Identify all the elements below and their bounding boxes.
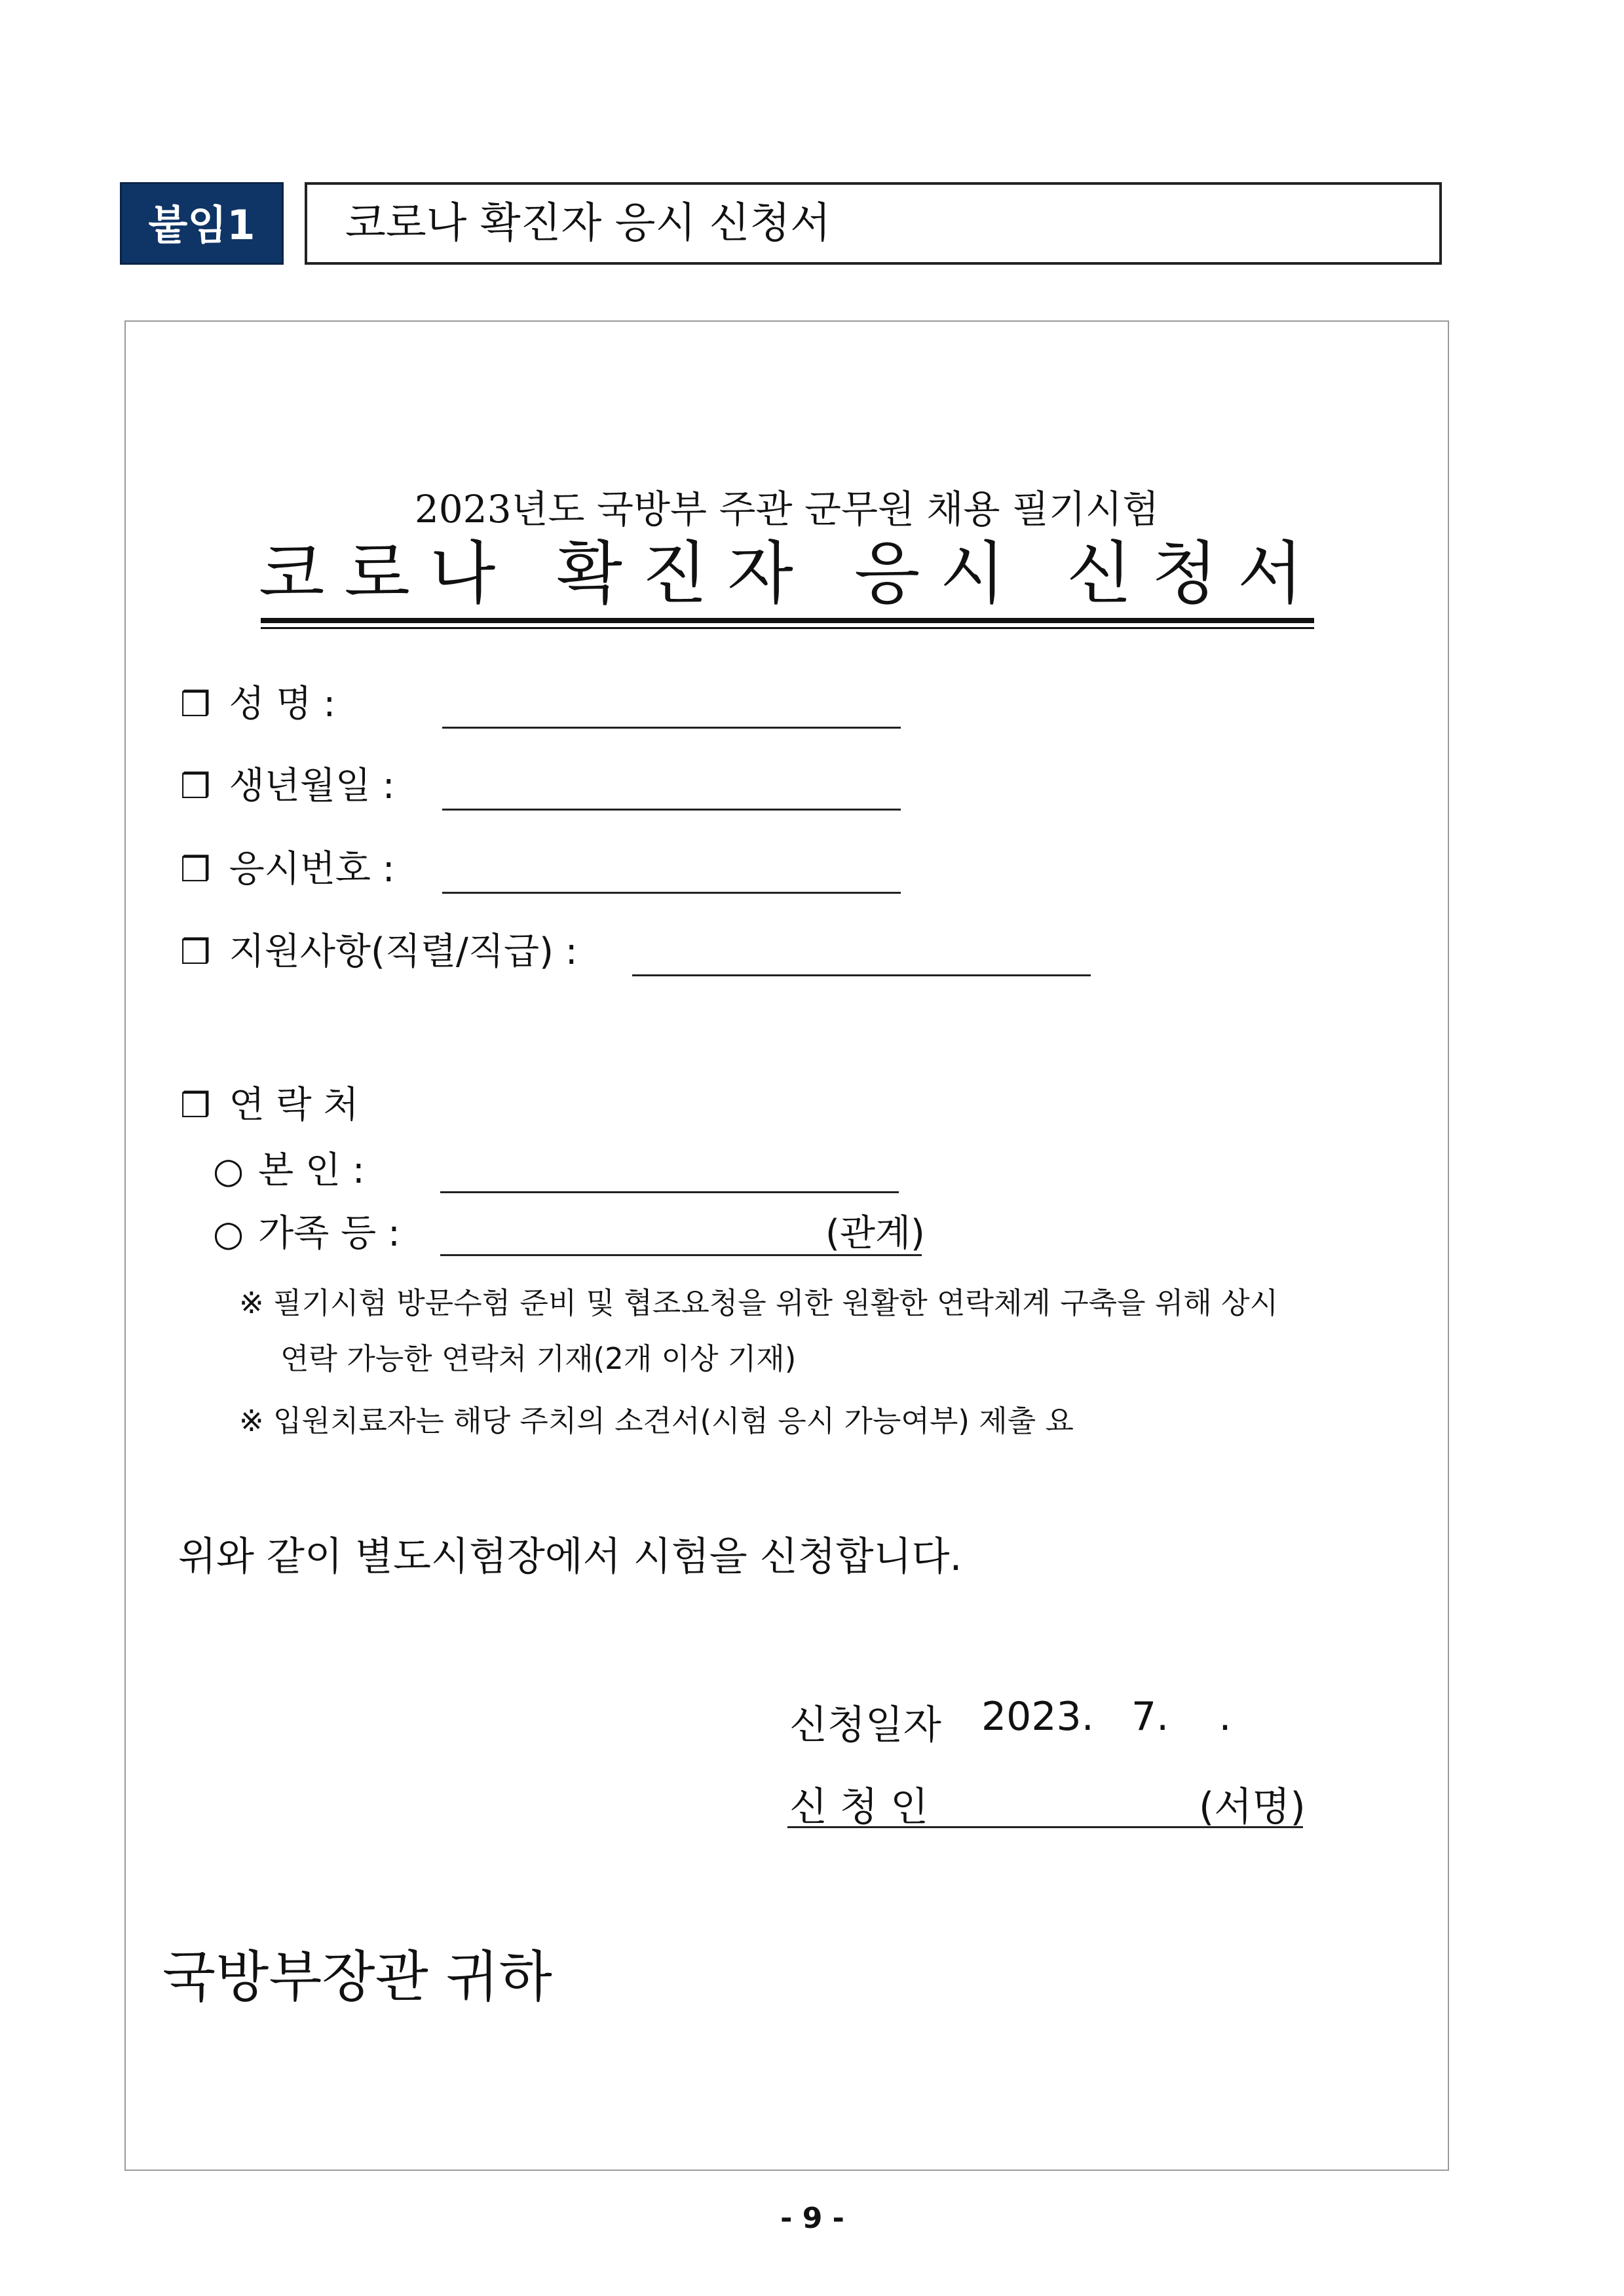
note-line-3: ※ 입원치료자는 해당 주치의 소견서(시험 응시 가능여부) 제출 요 [239,1404,1074,1438]
exam-number-input-line[interactable] [442,892,901,894]
application-date-value: 2023. 7. . [981,1694,1232,1740]
exam-number-label: 응시번호 : [229,848,395,890]
contact-heading-row [180,1082,359,1129]
exam-number-row [180,847,395,893]
contact-family-label: 가족 등 : [258,1212,400,1255]
application-label: 지원사항(직렬/직급) : [229,930,578,973]
birthdate-label: 생년월일 : [229,765,395,807]
checkbox-icon: ❒ [180,767,211,807]
checkbox-icon: ❒ [180,685,211,725]
checkbox-icon: ❒ [180,1086,211,1126]
application-input-line[interactable] [632,974,1091,976]
form-title: 코로나 확진자 응시 신청서 [259,533,1323,613]
contact-self-input-line[interactable] [440,1191,899,1193]
note-line-2: 연락 가능한 연락처 기재(2개 이상 기재) [280,1341,797,1376]
circle-bullet-icon: ○ [213,1213,244,1254]
name-row [180,681,335,728]
title-underline [261,618,1314,623]
applicant-label: 신 청 인 [789,1784,929,1830]
contact-heading: 연 락 처 [229,1084,359,1126]
contact-relation-label: (관계) [825,1212,925,1255]
name-input-line[interactable] [442,727,901,729]
note-line-1: ※ 필기시험 방문수험 준비 및 협조요청을 위한 원활한 연락체계 구축을 위해 상시 [239,1286,1279,1320]
circle-bullet-icon: ○ [213,1150,244,1191]
contact-family-row [213,1211,400,1257]
contact-self-label: 본 인 : [258,1149,365,1192]
birthdate-row [180,763,395,810]
signature-input-line[interactable] [787,1826,1303,1828]
checkbox-icon: ❒ [180,851,211,890]
application-date-label: 신청일자 [789,1702,941,1748]
header-title: 코로나 확진자 응시 신청서 [305,182,1442,265]
application-row [180,929,578,976]
checkbox-icon: ❒ [180,933,211,972]
page-number: - 9 - [780,2202,844,2235]
birthdate-input-line[interactable] [442,809,901,811]
addressee: 국방부장관 귀하 [162,1945,552,2009]
form-subtitle: 2023년도 국방부 주관 군무원 채용 필기시험 [414,487,1160,531]
title-underline-thin [261,627,1314,629]
name-label: 성 명 : [229,683,336,725]
signature-label: (서명) [1199,1784,1306,1830]
statement: 위와 같이 별도시험장에서 시험을 신청합니다. [178,1534,962,1580]
attachment-tag: 붙임1 [120,182,284,265]
contact-self-row [213,1148,365,1194]
